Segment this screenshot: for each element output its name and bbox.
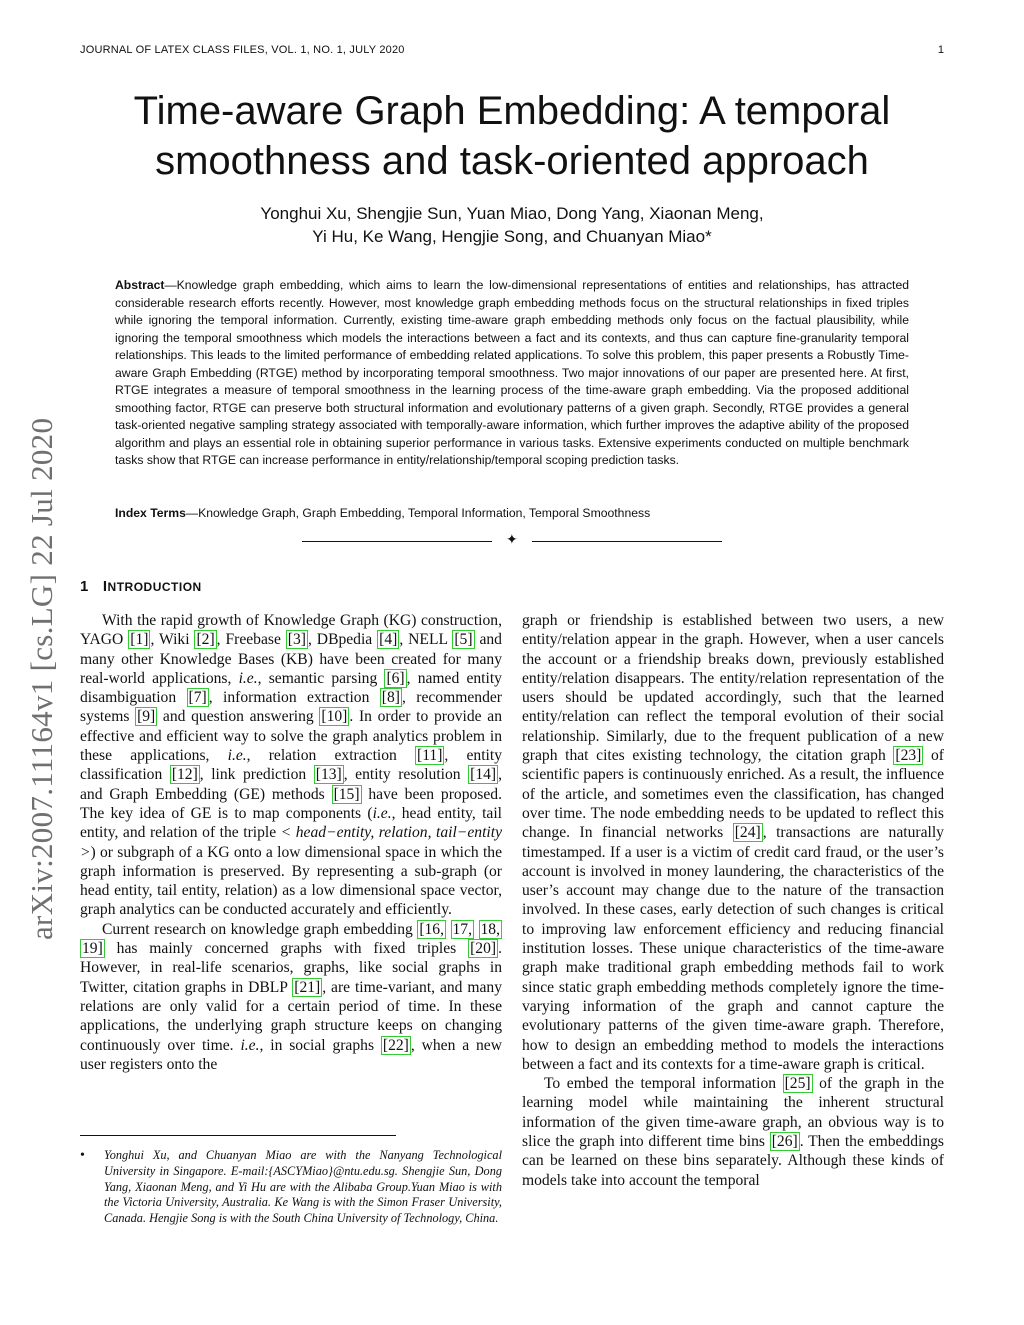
footnote — [80, 1148, 502, 1227]
citation-link[interactable]: [21] — [294, 978, 321, 996]
abstract — [115, 277, 909, 470]
citation-link[interactable]: [16, — [419, 920, 444, 938]
citation-link[interactable]: [7] — [188, 689, 207, 707]
citation-link[interactable]: [1] — [130, 631, 149, 649]
author-line1: Yonghui Xu, Shengjie Sun, Yuan Miao, Dong Yang, Xiaonan Meng, — [260, 204, 764, 223]
index-terms-label: Index Terms — [115, 506, 186, 520]
citation-link[interactable]: [11] — [417, 747, 443, 765]
author-list — [80, 202, 944, 248]
abstract-label: Abstract — [115, 278, 165, 292]
footnote-text: Yonghui Xu, and Chuanyan Miao are with the Nanyang Technological University in Singapore. E-mail:{ASCYMiao}@ntu.edu.sg. Shengjie Sun, Dong Yang, Xiaonan Meng, and Yi Hu are with the Alibaba Group.Yuan Miao is with the Victoria University, Australia. Ke Wang is with the Simon Fraser University, Canada. Hengjie Song is with the South China University of Technology, China. — [104, 1148, 502, 1226]
author-line2: Yi Hu, Ke Wang, Hengjie Song, and Chuanyan Miao* — [312, 227, 712, 246]
citation-link[interactable]: [23] — [895, 747, 922, 765]
citation-link[interactable]: 19] — [82, 940, 103, 958]
citation-link[interactable]: [12] — [171, 766, 198, 784]
body-column-left — [80, 611, 502, 1074]
section-separator — [302, 533, 722, 548]
page-number: 1 — [937, 44, 944, 56]
separator-line-left — [302, 541, 492, 542]
paper-title-line2: smoothness and task-oriented approach — [155, 139, 869, 183]
citation-link[interactable]: [20] — [470, 940, 497, 958]
diamond-icon: ✦ — [506, 533, 518, 548]
abstract-text: —Knowledge graph embedding, which aims to learn the low-dimensional representations of entities and relationships, has attracted considerable research efforts recently. However, most knowledge graph embedding methods focus on the structural relationships in fixed triples while ignoring the temporal information. Currently, existing time-aware graph embedding methods only focus on the factual plausibility, while ignoring the temporal smoothness which models the interactions between a fact and its contexts, and thus can capture fine-granularity temporal relationships. This leads to the limited performance of embedding related applications. To solve this problem, this paper presents a Robustly Time-aware Graph Embedding (RTGE) method by incorporating temporal smoothness. Two major innovations of our paper are presented here. At first, RTGE integrates a measure of temporal smoothness in the learning process of the time-aware graph embedding. Via the proposed additional smoothing factor, RTGE can preserve both structural information and evolutionary patterns of a given graph. Secondly, RTGE provides a general task-oriented negative sampling strategy associated with temporally-aware information, which further improves the adaptive ability of the proposed algorithm and plays an essential role in obtaining superior performance in various tasks. Extensive experiments conducted on multiple benchmark tasks show that RTGE can increase performance in entity/relationship/temporal scoping prediction tasks. — [115, 278, 909, 467]
arxiv-stamp: arXiv:2007.11164v1 [cs.LG] 22 Jul 2020 — [24, 417, 59, 940]
citation-link[interactable]: 17, — [452, 920, 472, 938]
separator-line-right — [532, 541, 722, 542]
citation-link[interactable]: [6] — [386, 669, 405, 687]
paragraph-continued: graph or friendship is established between two users, a new entity/relation appear in the graph. However, when a user cancels the account or a friendship breaks down, previously established entity/relation disappears. The entity/relation representation of the users should be updated accordingly, such that the learned entity/relation can reflect the temporal evolution of their social relationship. Similarly, due to the frequent publication of a new graph that cites existing technology, the citation graph [23] of scientific papers is continuously enriched. As a result, the influence of the article, and sometimes even the classification, has changed over time. The node embedding needs to be updated to reflect this change. In financial networks [24] , transactions are naturally timestamped. If a user is a victim of credit card fraud, or the user’s account is involved in money laundering, the characteristics of the user’s account may change due to the nature of the transaction involved. In these cases, early detection of such changes is critical to improving law enforcement efficiency and reducing financial institution losses. These unique characteristics of the time-aware graph make traditional graph embedding methods fail to work since static graph embedding methods completely ignore the time-varying information of the graph and cannot capture the evolutionary patterns of the given time-aware graph. Therefore, how to design an embedding method to models the interactions between a fact and its contexts for a time-aware graph is critical. — [522, 612, 944, 1073]
citation-link[interactable]: [5] — [454, 631, 473, 649]
citation-link[interactable]: [13] — [315, 766, 342, 784]
footnote-rule — [80, 1135, 396, 1136]
citation-link[interactable]: [22] — [382, 1036, 409, 1054]
index-terms-text: —Knowledge Graph, Graph Embedding, Temporal Information, Temporal Smoothness — [185, 506, 651, 520]
citation-link[interactable]: [24] — [734, 824, 761, 842]
citation-link[interactable]: [3] — [287, 631, 306, 649]
paragraph: With the rapid growth of Knowledge Graph (KG) construction, YAGO [1] , Wiki [2] , Freebase [3] , DBpedia [4] , NELL [5] and many other Knowledge Bases (KB) have been created for many real-world applications, i.e., semantic parsing [6] , named entity disambiguation [7] , information extraction [8] , recommender systems [9] and question answering [10] . In order to provide an effective and efficient way to solve the graph analytics problem in these applications, i.e., relation extraction [11] , entity classification [12] , link prediction [13] , entity resolution [14] , and Graph Embedding (GE) methods [15] have been proposed. The key idea of GE is to map components (i.e., head entity, tail entity, and relation of the triple < head−entity, relation, tail−entity >) or subgraph of a KG onto a low dimensional space in which the graph information is preserved. By representing a sub-graph (or head entity, tail entity, relation) as a low dimensional space vector, graph analytics can be conducted accurately and efficiently. — [80, 612, 503, 919]
citation-link[interactable]: [15] — [333, 785, 360, 803]
section-title-rest: NTRODUCTION — [107, 580, 202, 594]
citation-link[interactable]: [10] — [321, 708, 348, 726]
citation-link[interactable]: [4] — [379, 631, 398, 649]
paper-title-line1: Time-aware Graph Embedding: A temporal — [133, 89, 891, 133]
paragraph: Current research on knowledge graph embedding [16, 17, 18, 19] has mainly concerned graphs with fixed triples [20] . However, in real-life scenarios, graphs, like social graphs in Twitter, citation graphs in DBLP [21] , are time-variant, and many relations are only valid for a certain period of time. In these applications, the underlying graph structure keeps on changing continuously over time. i.e., in social graphs [22] , when a new user registers onto the — [80, 920, 502, 1073]
citation-link[interactable]: [14] — [470, 766, 497, 784]
paper-title — [80, 86, 944, 186]
section-number: 1 — [80, 578, 89, 595]
citation-link[interactable]: [26] — [771, 1133, 798, 1151]
math-triple: < head−entity, relation, tail−entity > — [80, 824, 502, 861]
citation-link[interactable]: [2] — [196, 631, 215, 649]
section-heading — [80, 578, 202, 595]
citation-link[interactable]: [8] — [381, 689, 400, 707]
citation-link[interactable]: 18, — [480, 920, 500, 938]
section-title-initial: I — [102, 578, 108, 595]
body-column-right — [522, 611, 944, 1190]
citation-link[interactable]: [9] — [137, 708, 156, 726]
running-head: JOURNAL OF LATEX CLASS FILES, VOL. 1, NO. 1, JULY 2020 — [80, 44, 405, 56]
index-terms — [115, 505, 909, 522]
citation-link[interactable]: [25] — [784, 1075, 811, 1093]
bullet-icon: • — [80, 1148, 85, 1163]
paragraph: To embed the temporal information [25] of the graph in the learning model while maintaining the inherent structural information of the given time-aware graph, an obvious way is to slice the graph into different time bins [26] . Then the embeddings can be learned on these bins separately. Although these kinds of models take into account the temporal — [522, 1075, 944, 1189]
